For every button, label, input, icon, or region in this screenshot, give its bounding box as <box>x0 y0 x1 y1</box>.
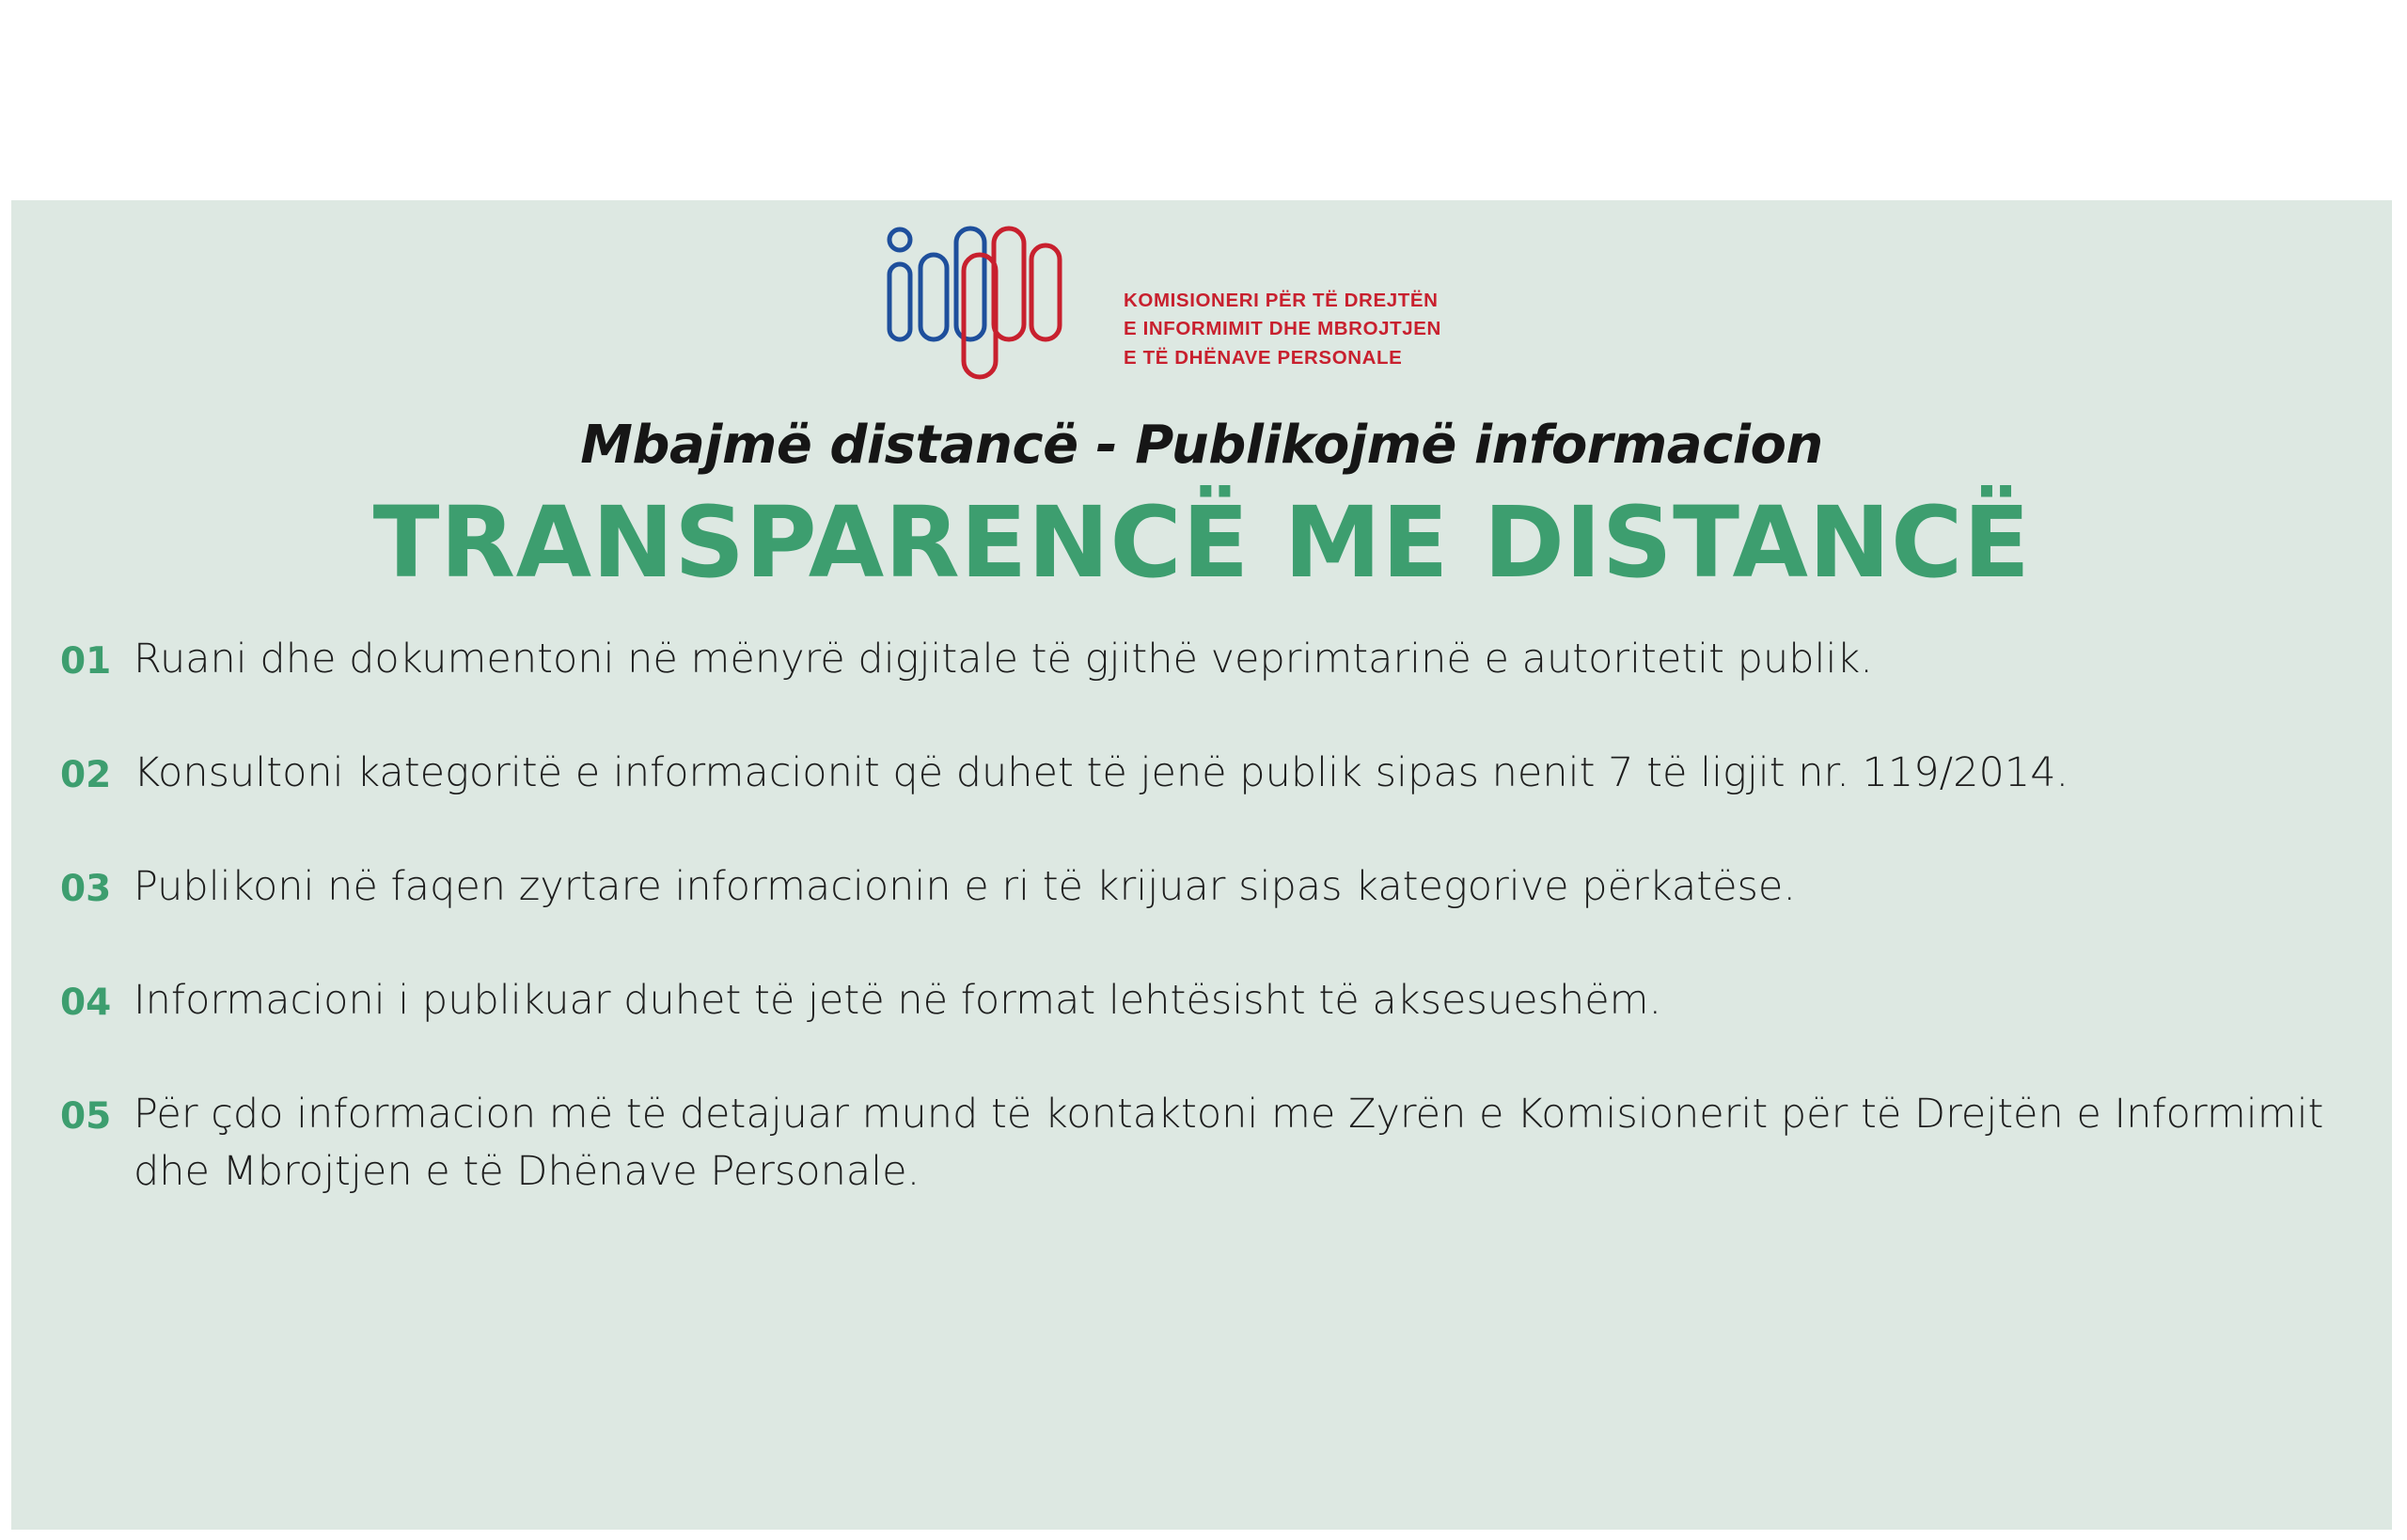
list-item-number: 04 <box>60 982 112 1025</box>
organization-line-1: KOMISIONERI PËR TË DREJTËN <box>1124 290 1439 311</box>
list-item-text: Ruani dhe dokumentoni në mënyrë digjitale të gjithë veprimtarinë e autoritetit publik. <box>134 636 1873 683</box>
list-item <box>60 1086 2383 1201</box>
organization-name <box>1124 287 1528 372</box>
list-item <box>60 631 2383 688</box>
guidelines-list <box>60 631 2383 1257</box>
list-item <box>60 972 2383 1029</box>
list-item-number: 03 <box>60 868 112 911</box>
logo-block <box>881 219 1539 407</box>
list-item-number: 05 <box>60 1095 112 1139</box>
list-item <box>60 858 2383 916</box>
list-item-text: Informacioni i publikuar duhet të jetë në format lehtësisht të aksesueshëm. <box>134 977 1662 1025</box>
list-item-number: 01 <box>60 640 112 683</box>
idp-bars-logo-icon <box>881 219 1097 407</box>
poster-title: TRANSPARENCË ME DISTANCË <box>372 485 2031 600</box>
list-item-text: Konsultoni kategoritë e informacionit që duhet të jenë publik sipas nenit 7 të ligjit nr. 119/2014. <box>134 749 2069 797</box>
organization-line-2: E INFORMIMIT DHE MBROJTJEN <box>1124 318 1441 340</box>
list-item-text: Publikoni në faqen zyrtare informacionin e ri të krijuar sipas kategorive përkatëse. <box>134 863 1797 911</box>
list-item-number: 02 <box>60 754 112 797</box>
organization-line-3: E TË DHËNAVE PERSONALE <box>1124 346 1403 369</box>
list-item-text: Për çdo informacion më të detajuar mund të kontaktoni me Zyrën e Komisionerit për të Drejtën e Informimit dhe Mbrojtjen e të Dhënave Personale. <box>134 1091 2324 1196</box>
poster-subtitle: Mbajmë distancë - Publikojmë informacion <box>580 415 1823 476</box>
list-item <box>60 745 2383 802</box>
poster-body <box>11 200 2392 1530</box>
